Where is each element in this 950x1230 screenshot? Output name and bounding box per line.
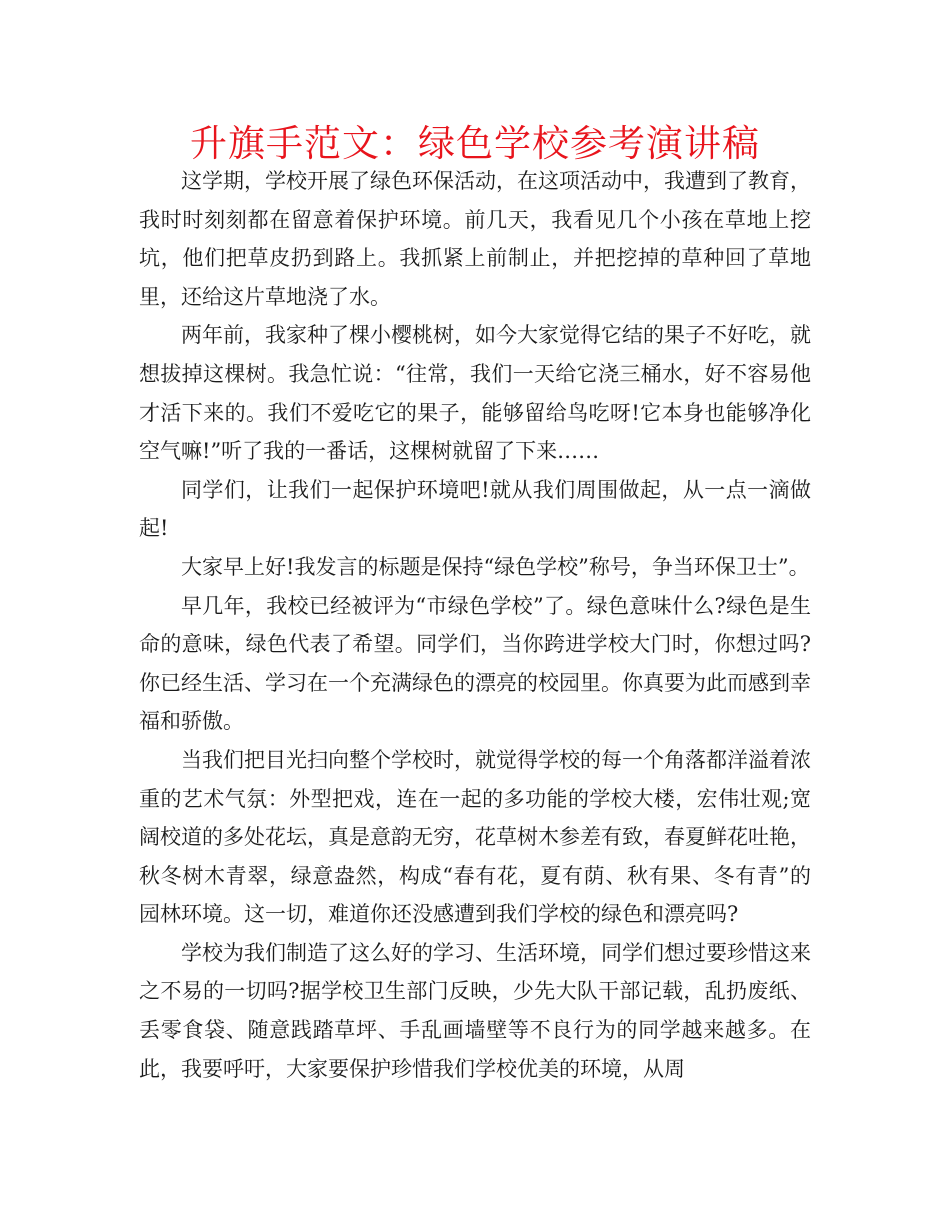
- paragraph-4: 大家早上好!我发言的标题是保持“绿色学校”称号，争当环保卫士”。: [181, 554, 810, 579]
- document-title: 升旗手范文：绿色学校参考演讲稿: [190, 122, 760, 165]
- paragraph-7: 学校为我们制造了这么好的学习、生活环境，同学们想过要珍惜这来之不易的一切吗?据学校卫生部门反映，少先大队干部记载，乱扔废纸、丢零食袋、随意践踏草坪、手乱画墙壁等不良行为的同学越来越多。在此，我要呼吁，大家要保护珍惜我们学校优美的环境，从周: [139, 940, 811, 1081]
- paragraph-5: 早几年，我校已经被评为“市绿色学校”了。绿色意味什么?绿色是生命的意味，绿色代表了希望。同学们，当你跨进学校大门时，你想过吗?你已经生活、学习在一个充满绿色的漂亮的校园里。你真要为此而感到幸福和骄傲。: [139, 593, 811, 734]
- document-body: [139, 162, 811, 1088]
- paragraph-6: 当我们把目光扫向整个学校时，就觉得学校的每一个角落都洋溢着浓重的艺术气氛：外型把戏，连在一起的多功能的学校大楼，宏伟壮观;宽阔校道的多处花坛，真是意韵无穷，花草树木参差有致，春夏鲜花吐艳，秋冬树木青翠，绿意盎然，构成“春有花，夏有荫、秋有果、冬有青”的园林环境。这一切，难道你还没感遭到我们学校的绿色和漂亮吗?: [139, 747, 811, 927]
- paragraph-3: 同学们，让我们一起保护环境吧!就从我们周围做起，从一点一滴做起!: [139, 477, 811, 541]
- paragraph-2: 两年前，我家种了棵小樱桃树，如今大家觉得它结的果子不好吃，就想拔掉这棵树。我急忙说：“往常，我们一天给它浇三桶水，好不容易他才活下来的。我们不爱吃它的果子，能够留给鸟吃呀!它本身也能够净化空气嘛!”听了我的一番话，这棵树就留了下来……: [139, 323, 811, 464]
- paragraph-1: 这学期，学校开展了绿色环保活动，在这项活动中，我遭到了教育，我时时刻刻都在留意着保护环境。前几天，我看见几个小孩在草地上挖坑，他们把草皮扔到路上。我抓紧上前制止，并把挖掉的草种回了草地里，还给这片草地浇了水。: [139, 169, 811, 309]
